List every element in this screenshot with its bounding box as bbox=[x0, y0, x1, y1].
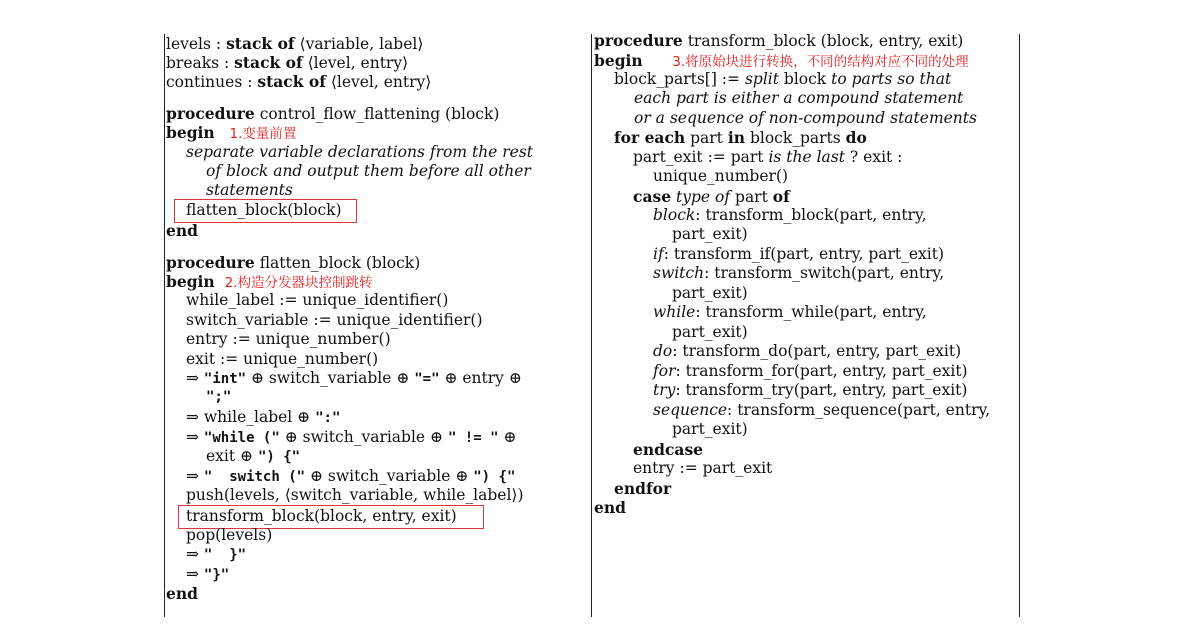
part-exit-line: part_exit := part is the last ? exit : bbox=[633, 148, 903, 166]
proc2-emit-int-cont: ";" bbox=[206, 389, 232, 405]
case-line: case type of part of bbox=[633, 187, 790, 206]
annotation-2: 2.构造分发器块控制跳转 bbox=[224, 275, 373, 291]
case-while-cont: part_exit) bbox=[672, 323, 748, 341]
proc2-emit-label: ⇒ while_label ⊕ ":" bbox=[186, 408, 341, 426]
proc1-comment-3: statements bbox=[206, 181, 293, 199]
block-parts-line-2: each part is either a compound statement bbox=[634, 89, 964, 107]
case-do: do: transform_do(part, entry, part_exit) bbox=[653, 342, 962, 360]
proc2-line-exit: exit := unique_number() bbox=[186, 350, 379, 368]
proc2-line-switch-variable: switch_variable := unique_identifier() bbox=[186, 311, 483, 329]
entry-update: entry := part_exit bbox=[633, 459, 773, 477]
annotation-1: 1.变量前置 bbox=[229, 126, 297, 142]
proc1-call: flatten_block(block) bbox=[186, 201, 342, 219]
left-column bbox=[164, 34, 592, 617]
proc2-line-entry: entry := unique_number() bbox=[186, 330, 391, 348]
endcase: endcase bbox=[633, 440, 704, 459]
endfor: endfor bbox=[614, 479, 672, 498]
part-exit-cont: unique_number() bbox=[653, 167, 789, 185]
proc2-begin: begin 2.构造分发器块控制跳转 bbox=[166, 272, 373, 291]
proc1-comment-1: separate variable declarations from the rest bbox=[186, 143, 534, 161]
proc2-transform: transform_block(block, entry, exit) bbox=[186, 507, 457, 525]
proc2-emit-int: ⇒ "int" ⊕ switch_variable ⊕ "=" ⊕ entry ⊕ bbox=[186, 369, 522, 387]
proc1-begin: begin 1.变量前置 bbox=[166, 123, 297, 142]
decl-breaks: breaks : stack of ⟨level, entry⟩ bbox=[166, 53, 409, 72]
proc2-emit-while: ⇒ "while (" ⊕ switch_variable ⊕ " != " ⊕ bbox=[186, 428, 517, 446]
case-switch: switch: transform_switch(part, entry, bbox=[653, 264, 945, 282]
proc2-push: push(levels, ⟨switch_variable, while_label⟩) bbox=[186, 486, 524, 504]
proc1-header: procedure control_flow_flattening (block) bbox=[166, 104, 500, 123]
proc2-emit-close-while: ⇒ "}" bbox=[186, 565, 230, 583]
case-block-cont: part_exit) bbox=[672, 225, 748, 243]
proc2-pop: pop(levels) bbox=[186, 526, 273, 544]
decl-continues: continues : stack of ⟨level, entry⟩ bbox=[166, 72, 432, 91]
proc1-end: end bbox=[166, 221, 198, 240]
case-for: for: transform_for(part, entry, part_exit) bbox=[653, 362, 968, 380]
proc2-emit-switch: ⇒ " switch (" ⊕ switch_variable ⊕ ") {" bbox=[186, 467, 516, 485]
annotation-3: 3.将原始块进行转换，不同的结构对应不同的处理 bbox=[672, 54, 969, 70]
block-parts-line-3: or a sequence of non-compound statements bbox=[634, 109, 977, 127]
case-sequence-cont: part_exit) bbox=[672, 420, 748, 438]
proc3-begin: begin 3.将原始块进行转换，不同的结构对应不同的处理 bbox=[594, 51, 969, 70]
case-try: try: transform_try(part, entry, part_exit) bbox=[653, 381, 968, 399]
case-if: if: transform_if(part, entry, part_exit) bbox=[653, 245, 945, 263]
for-each-line: for each part in block_parts do bbox=[614, 128, 867, 147]
proc3-end: end bbox=[594, 498, 626, 517]
case-sequence: sequence: transform_sequence(part, entry, bbox=[653, 401, 991, 419]
block-parts-line-1: block_parts[] := split block to parts so that bbox=[614, 70, 952, 88]
proc2-emit-close-switch: ⇒ " }" bbox=[186, 545, 247, 563]
proc2-header: procedure flatten_block (block) bbox=[166, 253, 421, 272]
case-switch-cont: part_exit) bbox=[672, 284, 748, 302]
case-while: while: transform_while(part, entry, bbox=[653, 303, 927, 321]
proc2-line-while-label: while_label := unique_identifier() bbox=[186, 291, 449, 309]
right-column bbox=[592, 31, 1020, 617]
case-block: block: transform_block(part, entry, bbox=[653, 206, 927, 224]
proc1-comment-2: of block and output them before all other bbox=[206, 162, 531, 180]
decl-levels: levels : stack of ⟨variable, label⟩ bbox=[166, 34, 424, 53]
proc3-header: procedure transform_block (block, entry, exit) bbox=[594, 31, 964, 50]
proc2-end: end bbox=[166, 584, 198, 603]
proc2-emit-while-cont: exit ⊕ ") {" bbox=[206, 447, 301, 465]
